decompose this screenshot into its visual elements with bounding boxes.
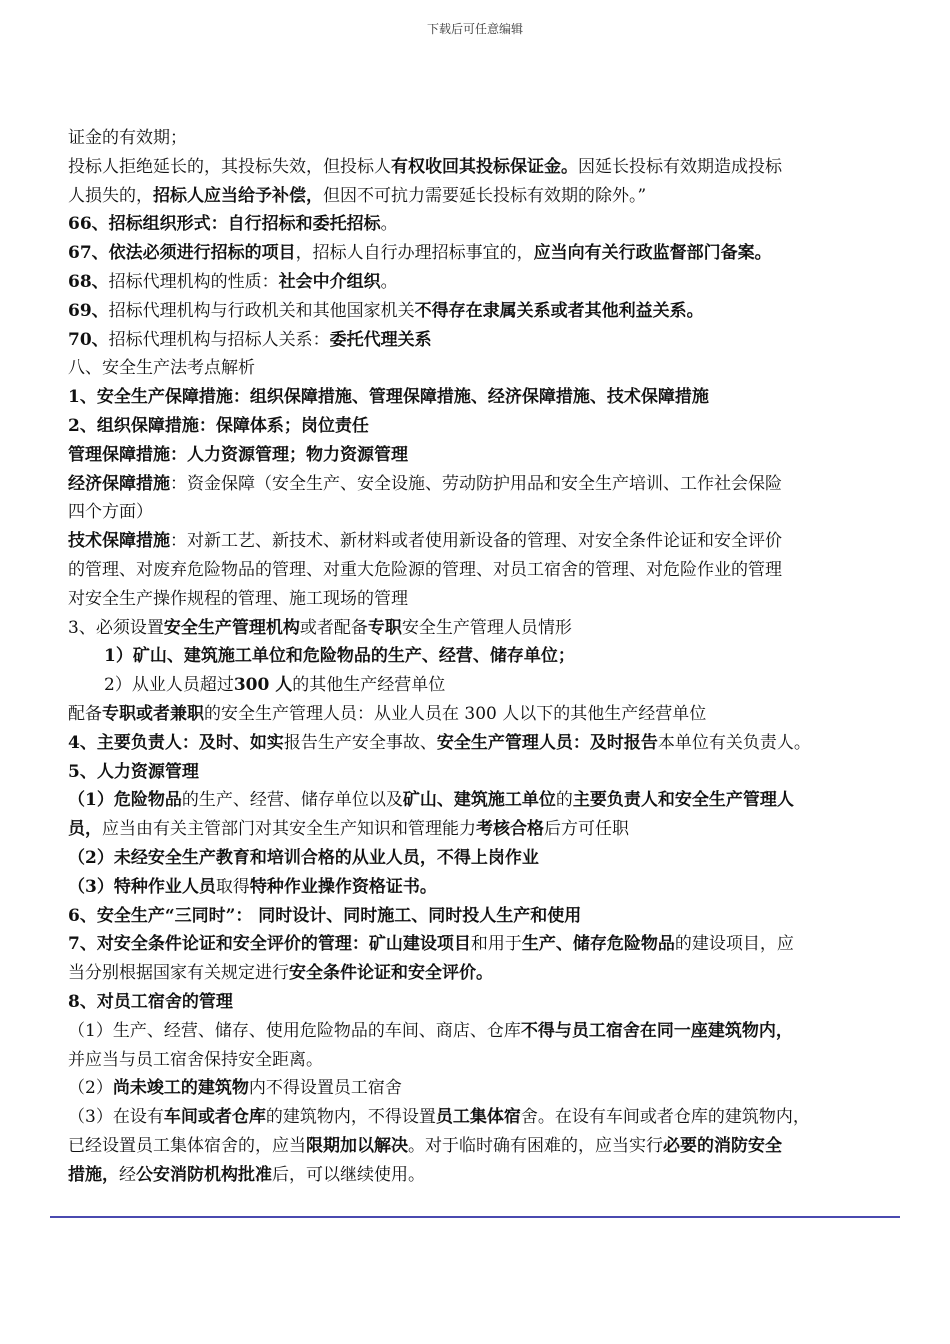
text-line: 68、招标代理机构的性质：社会中介组织。: [68, 271, 398, 292]
text-line: 1、安全生产保障措施：组织保障措施、管理保障措施、经济保障措施、技术保障措施: [68, 387, 709, 408]
text-line: 当分别根据国家有关规定进行安全条件论证和安全评价。: [68, 963, 493, 984]
text-line: 8、对员工宿舍的管理: [68, 991, 233, 1012]
text-line: 5、人力资源管理: [68, 761, 199, 782]
text-line: 3、必须设置安全生产管理机构或者配备专职安全生产管理人员情形: [68, 617, 572, 638]
text-line: 69、招标代理机构与行政机关和其他国家机关不得存在隶属关系或者其他利益关系。: [68, 300, 704, 321]
text-line: （2）未经安全生产教育和培训合格的从业人员，不得上岗作业: [68, 847, 539, 868]
text-line: 措施，经公安消防机构批准后，可以继续使用。: [68, 1164, 425, 1185]
text-line: 已经设置员工集体宿舍的，应当限期加以解决。对于临时确有困难的，应当实行必要的消防安全: [68, 1135, 782, 1156]
text-line: 7、对安全条件论证和安全评价的管理：矿山建设项目和用于生产、储存危险物品的建设项目，应: [68, 934, 794, 955]
document-body: [68, 124, 890, 1189]
footer-divider: [50, 1216, 900, 1218]
text-line: 并应当与员工宿舍保持安全距离。: [68, 1049, 323, 1070]
text-line: 的管理、对废弃危险物品的管理、对重大危险源的管理、对员工宿舍的管理、对危险作业的管理: [68, 559, 782, 580]
text-line: 4、主要负责人：及时、如实报告生产安全事故、安全生产管理人员：及时报告本单位有关负责人。: [68, 732, 811, 753]
text-line: 2）从业人员超过300 人的其他生产经营单位: [104, 675, 446, 696]
text-line: 四个方面）: [68, 502, 153, 523]
text-line: （2）尚未竣工的建筑物内不得设置员工宿舍: [68, 1078, 402, 1099]
text-line: （3）特种作业人员取得特种作业操作资格证书。: [68, 876, 437, 897]
text-line: （1）危险物品的生产、经营、储存单位以及矿山、建筑施工单位的主要负责人和安全生产管理人: [68, 790, 794, 811]
text-line: 2、组织保障措施：保障体系；岗位责任: [68, 415, 369, 436]
text-line: 配备专职或者兼职的安全生产管理人员：从业人员在 300 人以下的其他生产经营单位: [68, 703, 707, 724]
text-line: 技术保障措施：对新工艺、新技术、新材料或者使用新设备的管理、对安全条件论证和安全评价: [68, 531, 782, 552]
text-line: 1）矿山、建筑施工单位和危险物品的生产、经营、储存单位；: [104, 646, 575, 667]
text-line: 投标人拒绝延长的，其投标失效，但投标人有权收回其投标保证金。因延长投标有效期造成投标: [68, 156, 782, 177]
text-line: 70、招标代理机构与招标人关系：委托代理关系: [68, 329, 432, 350]
text-line: 员，应当由有关主管部门对其安全生产知识和管理能力考核合格后方可任职: [68, 819, 629, 840]
text-line: 管理保障措施：人力资源管理；物力资源管理: [68, 444, 408, 465]
text-line: 对安全生产操作规程的管理、施工现场的管理: [68, 588, 408, 609]
text-line: （1）生产、经营、储存、使用危险物品的车间、商店、仓库不得与员工宿舍在同一座建筑物内，: [68, 1020, 793, 1041]
text-line: 证金的有效期；: [68, 128, 187, 148]
text-line: 人损失的，招标人应当给予补偿，但因不可抗力需要延长投标有效期的除外。”: [68, 185, 647, 206]
text-line: 66、招标组织形式：自行招标和委托招标。: [68, 214, 398, 235]
text-line: 6、安全生产“三同时”： 同时设计、同时施工、同时投人生产和使用: [68, 905, 582, 926]
text-line: （3）在设有车间或者仓库的建筑物内，不得设置员工集体宿舍。在设有车间或者仓库的建筑物内，: [68, 1107, 810, 1128]
page-header: 下载后可任意编辑: [426, 22, 523, 36]
text-line: 经济保障措施：资金保障（安全生产、安全设施、劳动防护用品和安全生产培训、工作社会保险: [68, 473, 782, 494]
text-line: 67、依法必须进行招标的项目，招标人自行办理招标事宜的，应当向有关行政监督部门备案。: [68, 243, 772, 264]
section-heading: 八、安全生产法考点解析: [68, 358, 255, 379]
